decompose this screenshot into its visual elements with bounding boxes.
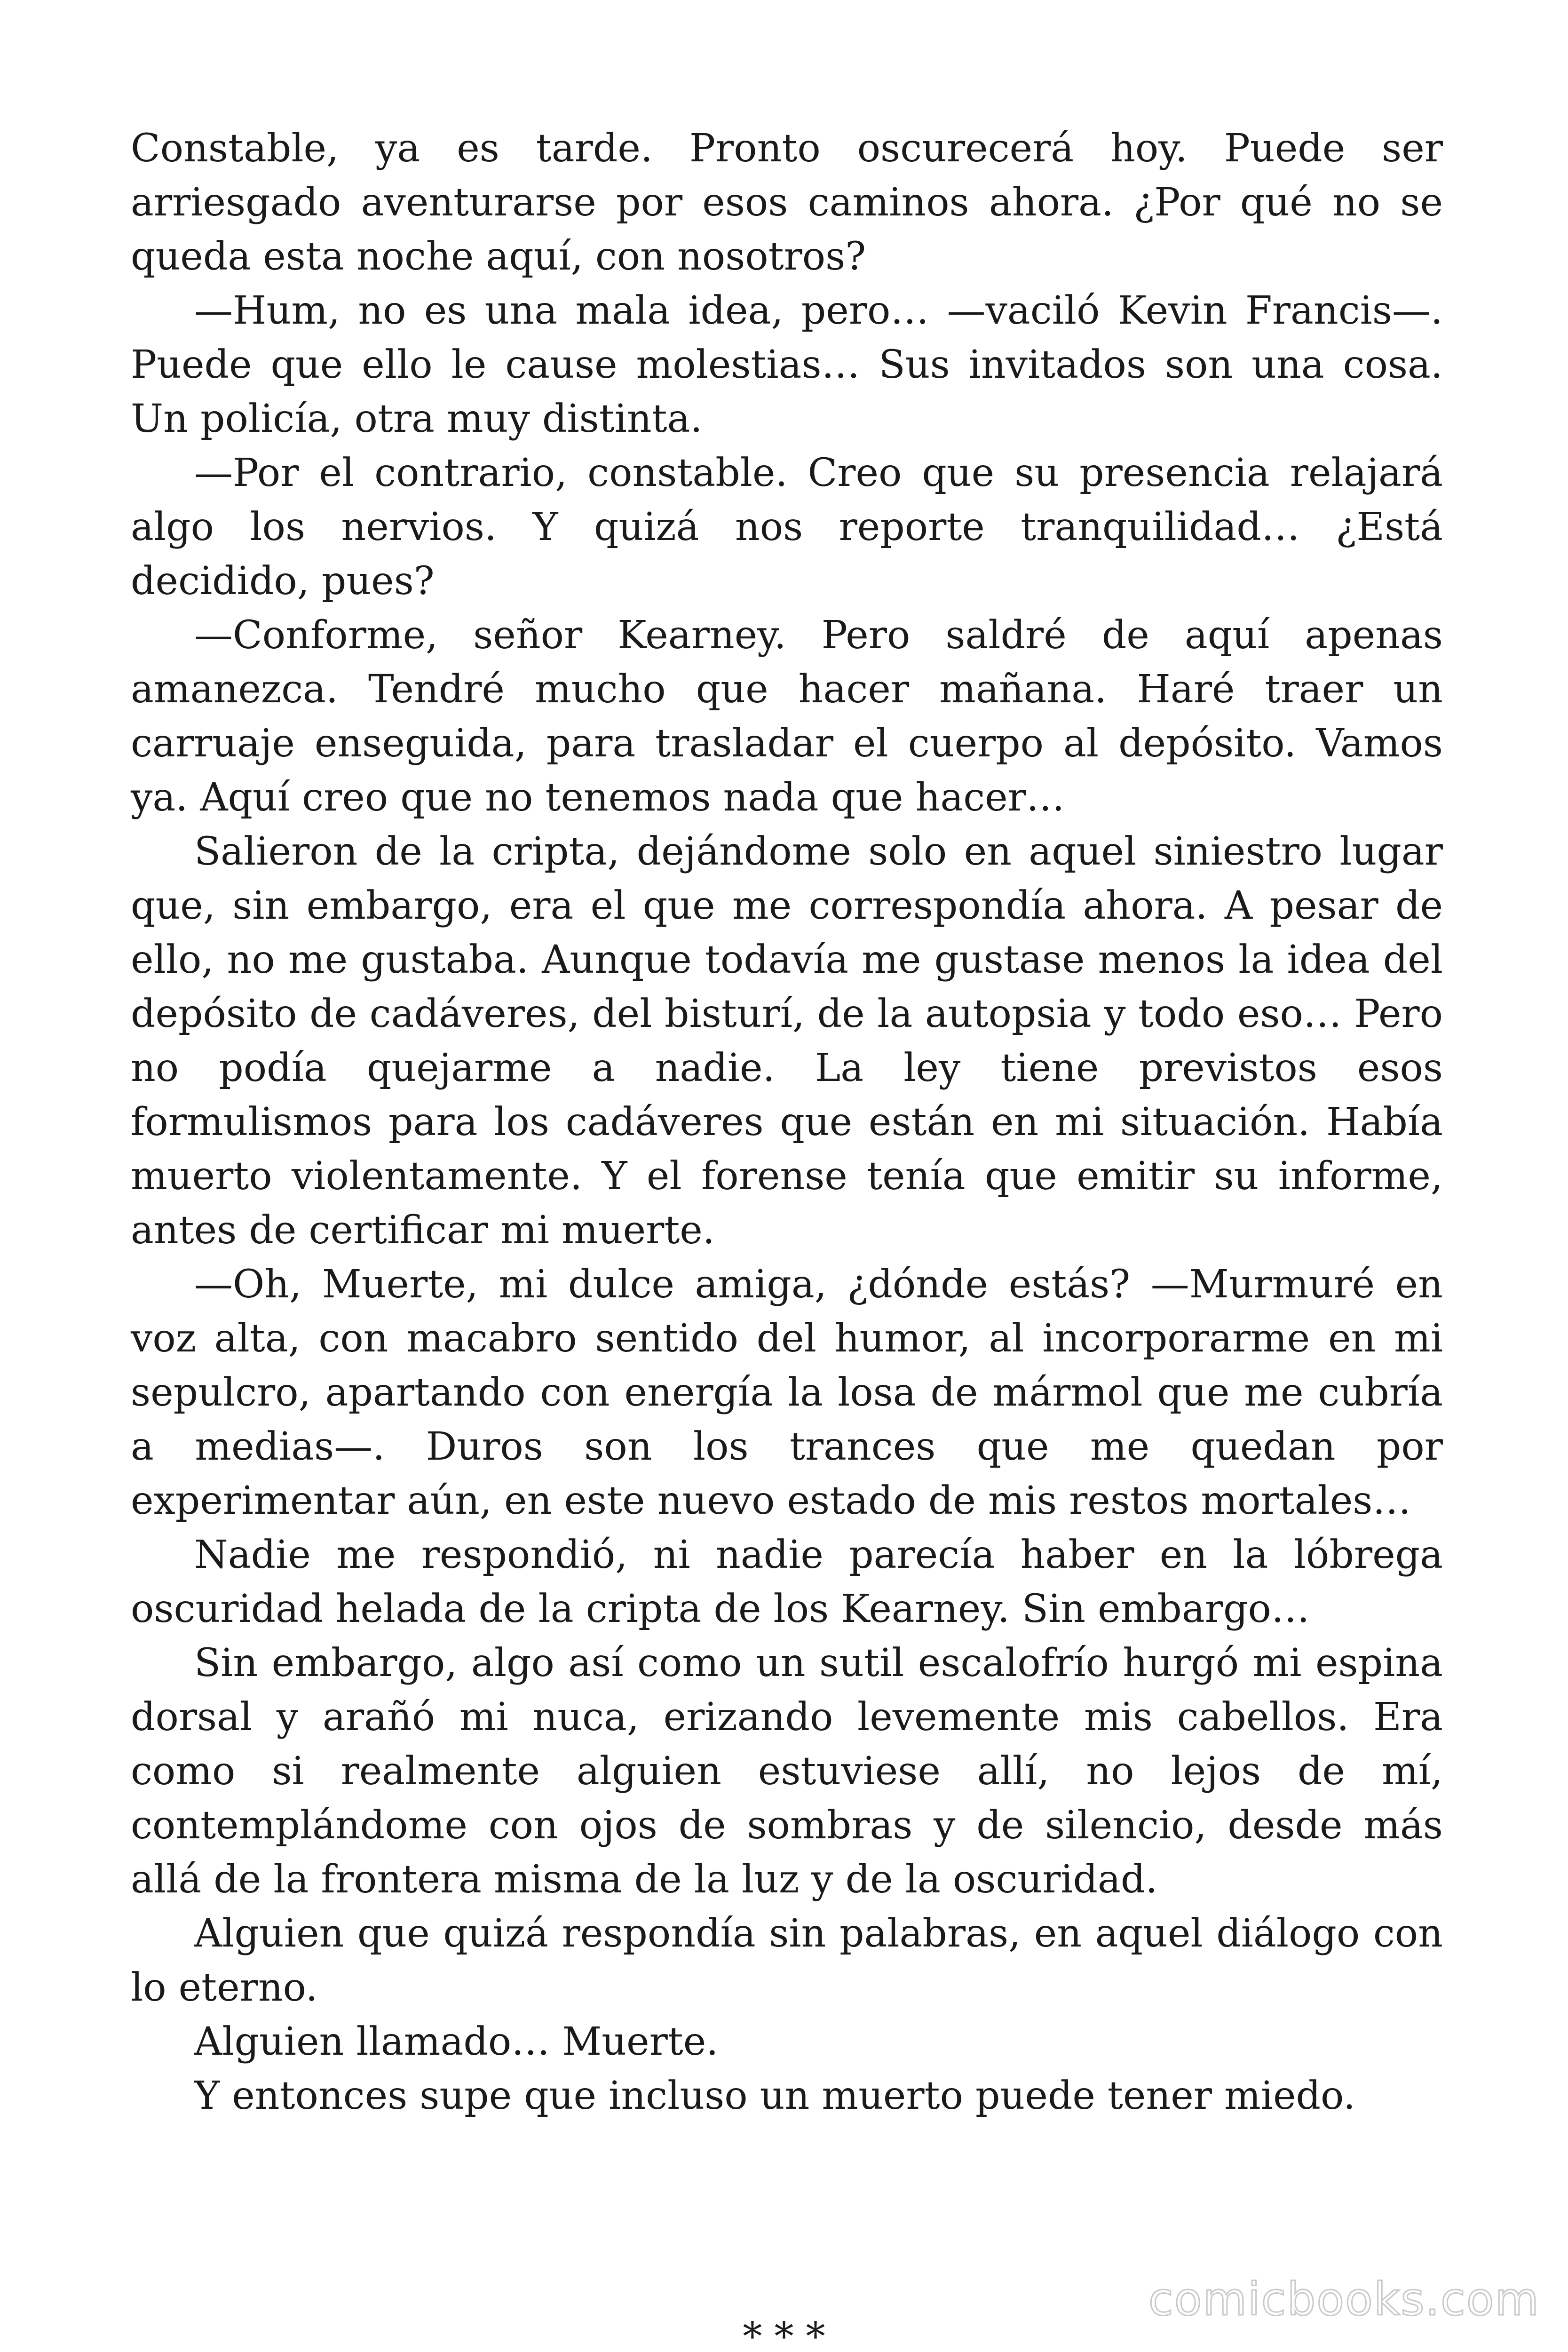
paragraph-9: Alguien que quizá respondía sin palabras, en aquel diálogo con lo eterno. [131,1911,1443,2010]
paragraph-6: —Oh, Muerte, mi dulce amiga, ¿dónde estás? —Murmuré en voz alta, con macabro sentido del humor, al incorporarme en mi sepulcro, apartando con energía la losa de mármol que me cubría a medias—. Duros son los trances que me quedan por experimentar aún, en este nuevo estado de mis restos mortales… [131,1262,1443,1523]
paragraph-3: —Por el contrario, constable. Creo que su presencia relajará algo los nervios. Y quizá nos reporte tranquilidad… ¿Está decidido, pues? [131,451,1443,604]
section-separator: * * * [743,2314,825,2352]
paragraph-5: Salieron de la cripta, dejándome solo en aquel siniestro lugar que, sin embargo, era el que me correspondía ahora. A pesar de ello, no me gustaba. Aunque todavía me gustase menos la idea del depósito de cadáveres, del bisturí, de la autopsia y todo eso… Pero no podía quejarme a nadie. La ley tiene previstos esos formulismos para los cadáveres que están en mi situación. Había muerto violentamente. Y el forense tenía que emitir su informe, antes de certificar mi muerte. [131,829,1443,1253]
paragraph-11: Y entonces supe que incluso un muerto puede tener miedo. [194,2074,1356,2118]
paragraph-4: —Conforme, señor Kearney. Pero saldré de aquí apenas amanezca. Tendré mucho que hacer mañana. Haré traer un carruaje enseguida, para trasladar el cuerpo al depósito. Vamos ya. Aquí creo que no tenemos nada que hacer… [131,613,1443,820]
paragraph-2: —Hum, no es una mala idea, pero… —vaciló Kevin Francis—. Puede que ello le cause molestias… Sus invitados son una cosa. Un policía, otra muy distinta. [131,288,1443,441]
watermark-logo: comicbooks.com [1148,2273,1540,2326]
paragraph-10: Alguien llamado… Muerte. [194,2019,719,2064]
paragraph-1: Constable, ya es tarde. Pronto oscurecerá hoy. Puede ser arriesgado aventurarse por esos caminos ahora. ¿Por qué no se queda esta noche aquí, con nosotros? [131,126,1443,279]
body-text [131,121,1443,2123]
paragraph-7: Nadie me respondió, ni nadie parecía haber en la lóbrega oscuridad helada de la cripta de los Kearney. Sin embargo… [131,1533,1443,1631]
paragraph-8: Sin embargo, algo así como un sutil escalofrío hurgó mi espina dorsal y arañó mi nuca, erizando levemente mis cabellos. Era como si realmente alguien estuviese allí, no lejos de mí, contemplándome con ojos de sombras y de silencio, desde más allá de la frontera misma de la luz y de la oscuridad. [131,1641,1443,1902]
